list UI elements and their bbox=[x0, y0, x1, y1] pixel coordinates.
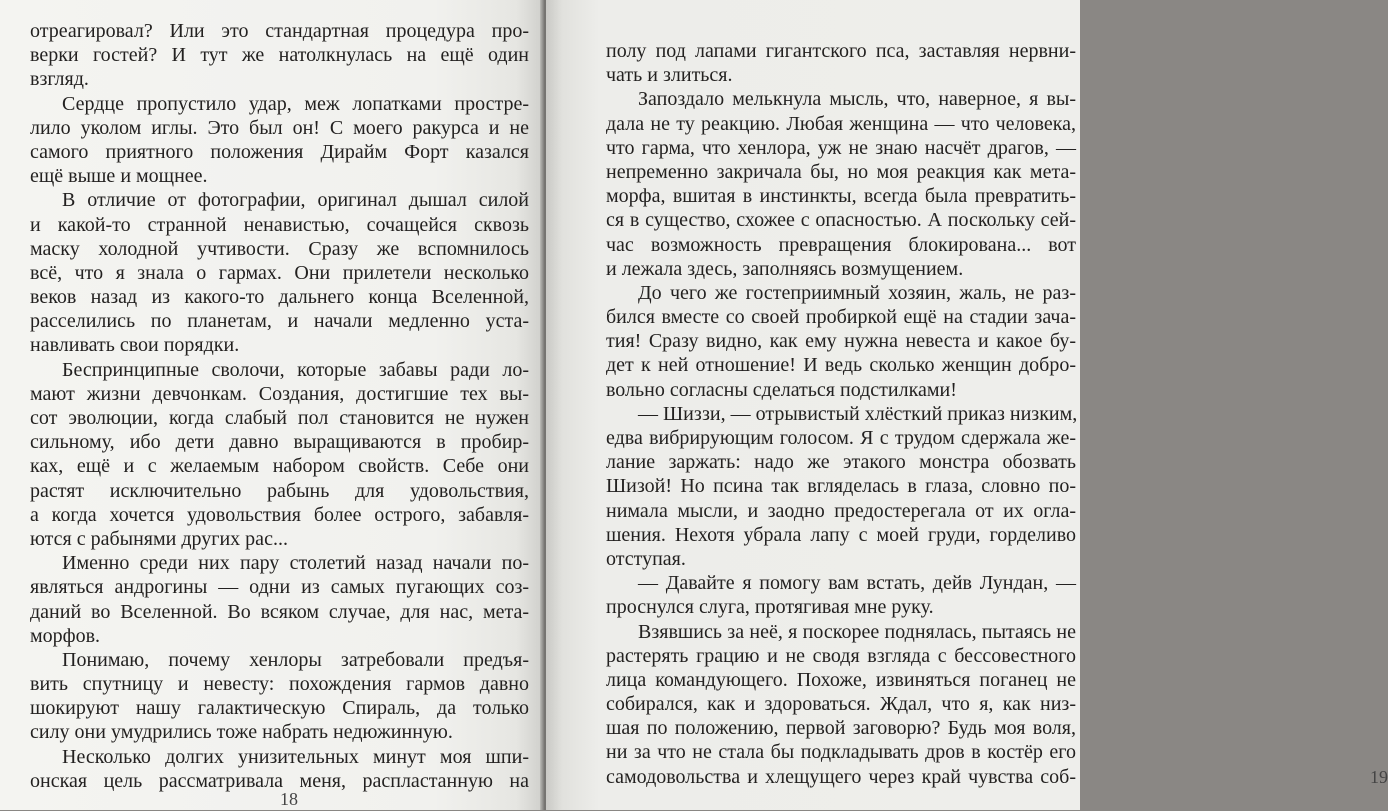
text-line: вольно согласны сделаться подстилками! bbox=[606, 378, 957, 401]
text-line: отступая. bbox=[606, 547, 686, 570]
text-line: и какой-то странной ненавистью, сочащейся сквозь bbox=[30, 213, 529, 236]
text-line: дет к ней отношение! И ведь сколько женщин добро- bbox=[606, 354, 1076, 377]
left-page bbox=[0, 0, 543, 810]
text-line: полу под лапами гигантского пса, заставляя нервни- bbox=[606, 40, 1076, 62]
text-line: морфов. bbox=[30, 624, 101, 647]
text-line: силу они умудрились тоже набрать недюжинную. bbox=[30, 721, 453, 744]
text-line: онская цель рассматривала меня, распластанную на bbox=[30, 769, 529, 792]
text-line: самого приятного положения Дирайм Форт казался bbox=[30, 140, 529, 163]
text-line: Сердце пропустило удар, меж лопатками простре- bbox=[62, 92, 529, 115]
text-line: самодовольства и хлещущего через край чувства соб- bbox=[606, 765, 1076, 788]
text-line: сильному, ибо дети давно выращиваются в пробир- bbox=[30, 431, 529, 454]
text-line: вить спутницу и невесту: похождения гармов давно bbox=[30, 673, 529, 696]
text-line: едва вибрирующим голосом. Я с трудом сдержала же- bbox=[606, 427, 1076, 449]
text-line: тия! Сразу видно, как ему нужна невеста и какое бу- bbox=[606, 330, 1076, 353]
text-line: лица командующего. Похоже, извиняться поганец не bbox=[606, 668, 1076, 691]
text-line: — Шиззи, — отрывистый хлёсткий приказ низким, bbox=[638, 402, 1078, 425]
text-line: собирался, как и здороваться. Ждал, что я, как низ- bbox=[606, 693, 1076, 716]
text-line: и лежала здесь, заполняясь возмущением. bbox=[606, 257, 964, 280]
text-line: лание заржать: надо же этакого монстра обозвать bbox=[606, 451, 1076, 474]
text-line: лило уколом иглы. Это был он! С моего ракурса и не bbox=[30, 116, 529, 139]
text-line: проснулся слуга, протягивая мне руку. bbox=[606, 596, 934, 619]
text-line: шокируют нашу галактическую Спираль, да только bbox=[30, 697, 529, 720]
text-line: — Давайте я помогу вам встать, дейв Лундан, — bbox=[638, 572, 1076, 595]
text-line: ни за что не стала бы подкладывать дров в костёр его bbox=[606, 741, 1076, 764]
text-line: сот эволюции, когда слабый пол становится не нужен bbox=[30, 407, 529, 429]
text-line: взгляд. bbox=[30, 68, 89, 91]
text-line: ются с рабынями других рас... bbox=[30, 527, 288, 550]
text-line: Взявшись за неё, я поскорее поднялась, пытаясь не bbox=[638, 620, 1076, 643]
text-line: непременно закричала бы, но моя реакция как мета- bbox=[606, 160, 1076, 183]
text-line: Несколько долгих унизительных минут моя шпи- bbox=[62, 745, 529, 768]
right-page-text bbox=[606, 39, 1076, 789]
text-line: даний во Вселенной. Во всяком случае, для нас, мета- bbox=[30, 600, 529, 623]
left-page-text bbox=[30, 19, 529, 793]
text-line: Именно среди них пару столетий назад начали по- bbox=[62, 552, 529, 575]
text-line: До чего же гостеприимный хозяин, жаль, не раз- bbox=[638, 281, 1076, 304]
page-number: 18 bbox=[280, 789, 298, 809]
text-line: расселились по планетам, и начали медленно уста- bbox=[30, 310, 529, 333]
text-line: Запоздало мелькнула мысль, что, наверное, я вы- bbox=[638, 88, 1076, 111]
text-line: что гарма, что хенлора, уж не знаю насчёт драгов, — bbox=[606, 136, 1076, 159]
text-line: а когда хочется удовольствия более острого, забавля- bbox=[30, 503, 529, 526]
text-line: растят исключительно рабынь для удовольствия, bbox=[30, 479, 529, 502]
text-line: растерять грацию и не сводя взгляда с бессовестного bbox=[606, 644, 1076, 667]
text-line: нимала мысли, и заодно предостерегала от их огла- bbox=[606, 499, 1076, 522]
text-line: всё, что я знала о гармах. Они прилетели несколько bbox=[30, 261, 529, 284]
text-line: навливать свои порядки. bbox=[30, 334, 240, 357]
text-line: веков назад из какого-то дальнего конца Вселенной, bbox=[30, 286, 529, 309]
text-line: чать и злиться. bbox=[606, 64, 733, 87]
text-line: верки гостей? И тут же натолкнулась на ещё один bbox=[30, 44, 529, 67]
text-line: В отличие от фотографии, оригинал дышал силой bbox=[62, 189, 529, 212]
text-line: дала не ту реакцию. Любая женщина — что человека, bbox=[606, 112, 1076, 135]
text-line: шения. Нехотя убрала лапу с моей груди, горделиво bbox=[606, 523, 1076, 546]
text-line: бился вместе со своей пробиркой ещё на стадии зача- bbox=[606, 306, 1076, 329]
text-line: Шизой! Но псина так вгляделась в глаза, словно по- bbox=[606, 475, 1076, 498]
text-line: маску холодной учтивости. Сразу же вспомнилось bbox=[30, 237, 529, 260]
right-page bbox=[546, 0, 1388, 810]
text-line: Беспринципные сволочи, которые забавы ради ло- bbox=[62, 358, 529, 381]
text-line: отреагировал? Или это стандартная процедура про- bbox=[30, 20, 529, 42]
page-number: 19 bbox=[1370, 767, 1388, 787]
text-line: час возможность превращения блокирована... вот bbox=[606, 233, 1076, 256]
text-line: морфа, вшитая в инстинкты, всегда была превратить- bbox=[606, 185, 1076, 208]
text-line: мают жизни девчонкам. Создания, достигшие тех вы- bbox=[30, 382, 529, 405]
text-line: являться андрогины — одни из самых пугающих соз- bbox=[30, 576, 529, 599]
text-line: шая по положению, первой заговорю? Будь моя воля, bbox=[606, 717, 1076, 740]
text-line: ся в существо, схожее с опасностью. А поскольку сей- bbox=[606, 209, 1076, 232]
text-line: Понимаю, почему хенлоры затребовали предъя- bbox=[62, 648, 529, 671]
text-line: ещё выше и мощнее. bbox=[30, 165, 208, 188]
text-line: ках, ещё и с желаемым набором свойств. Себе они bbox=[30, 455, 529, 478]
